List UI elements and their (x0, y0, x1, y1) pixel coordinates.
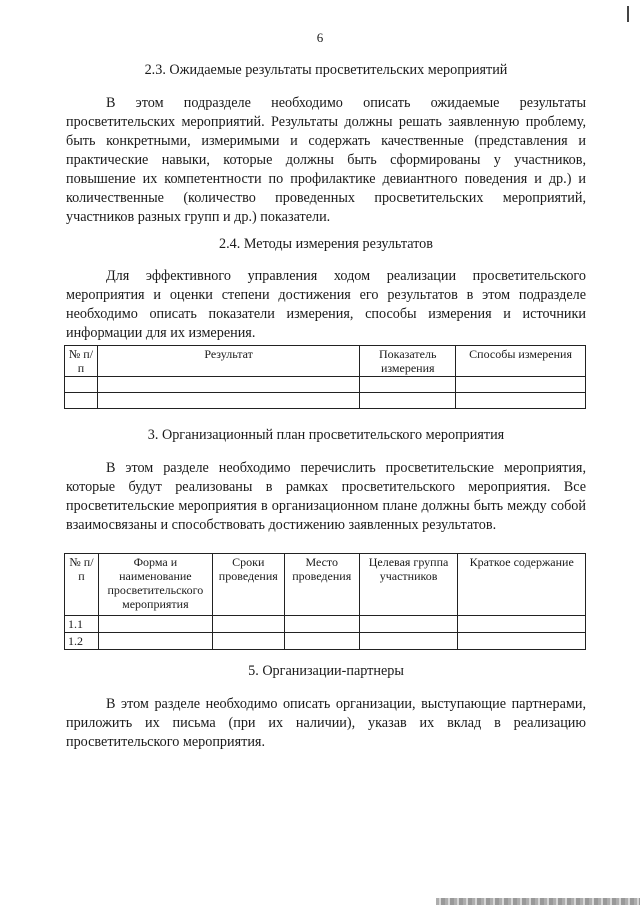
org-plan-table-header (65, 554, 586, 616)
section-3-text: В этом разделе необходимо перечислить просветительские мероприятия, которые будут реализованы в рамках просветительского мероприятия. Все просветительские мероприятия в организационном плане должны быть между собой взаимосвязаны и способствовать достижению заявленных результатов. (66, 460, 586, 533)
section-2-3-text: В этом подразделе необходимо описать ожидаемые результаты просветительских мероприятий. Результаты должны решать заявленную проблему, быть конкретными, измеримыми и содержать качественные (представления и практические навыки, которые должны быть сформированы у участников, повышение их компетентности по профилактике девиантного поведения и др.) и количественные (количество проведенных просветительских мероприятий, участников разных групп и др.) показатели. (66, 95, 586, 225)
org-plan-table (64, 553, 586, 650)
section-5-text: В этом разделе необходимо описать организации, выступающие партнерами, приложить их письма (при их наличии), указав их вклад в реализацию просветительского мероприятия. (66, 696, 586, 750)
table-row (65, 393, 586, 409)
header-target-group: Целевая группа участников (359, 554, 458, 616)
measurement-table-header (65, 346, 586, 377)
scan-edge-artifact (436, 898, 640, 905)
header-methods: Способы измерения (456, 346, 586, 377)
table-row (65, 616, 586, 633)
section-5-title: 5. Организации-партнеры (248, 663, 404, 679)
header-num: № п/п (65, 346, 98, 377)
table-row (65, 377, 586, 393)
section-2-4-title: 2.4. Методы измерения результатов (219, 236, 433, 252)
section-3-title: 3. Организационный план просветительского мероприятия (147, 427, 505, 443)
header-form-name: Форма и наименование просветительского мероприятия (98, 554, 212, 616)
header-indicator: Показатель измерения (360, 346, 456, 377)
header-summary: Краткое содержание (458, 554, 586, 616)
section-2-3-title: 2.3. Ожидаемые результаты просветительских мероприятий (144, 62, 508, 78)
scan-margin-mark (627, 6, 629, 22)
table-row (65, 633, 586, 650)
header-num: № п/п (65, 554, 99, 616)
page-number: 6 (316, 30, 324, 45)
section-2-4-text: Для эффективного управления ходом реализации просветительского мероприятия и оценки степени достижения его результатов в этом подразделе необходимо описать показатели измерения, способы измерения и источники информации для их измерения. (66, 268, 586, 341)
row-number: 1.2 (65, 633, 99, 650)
header-dates: Сроки проведения (212, 554, 284, 616)
row-number: 1.1 (65, 616, 99, 633)
header-result: Результат (97, 346, 359, 377)
measurement-table (64, 345, 586, 409)
header-place: Место проведения (284, 554, 359, 616)
